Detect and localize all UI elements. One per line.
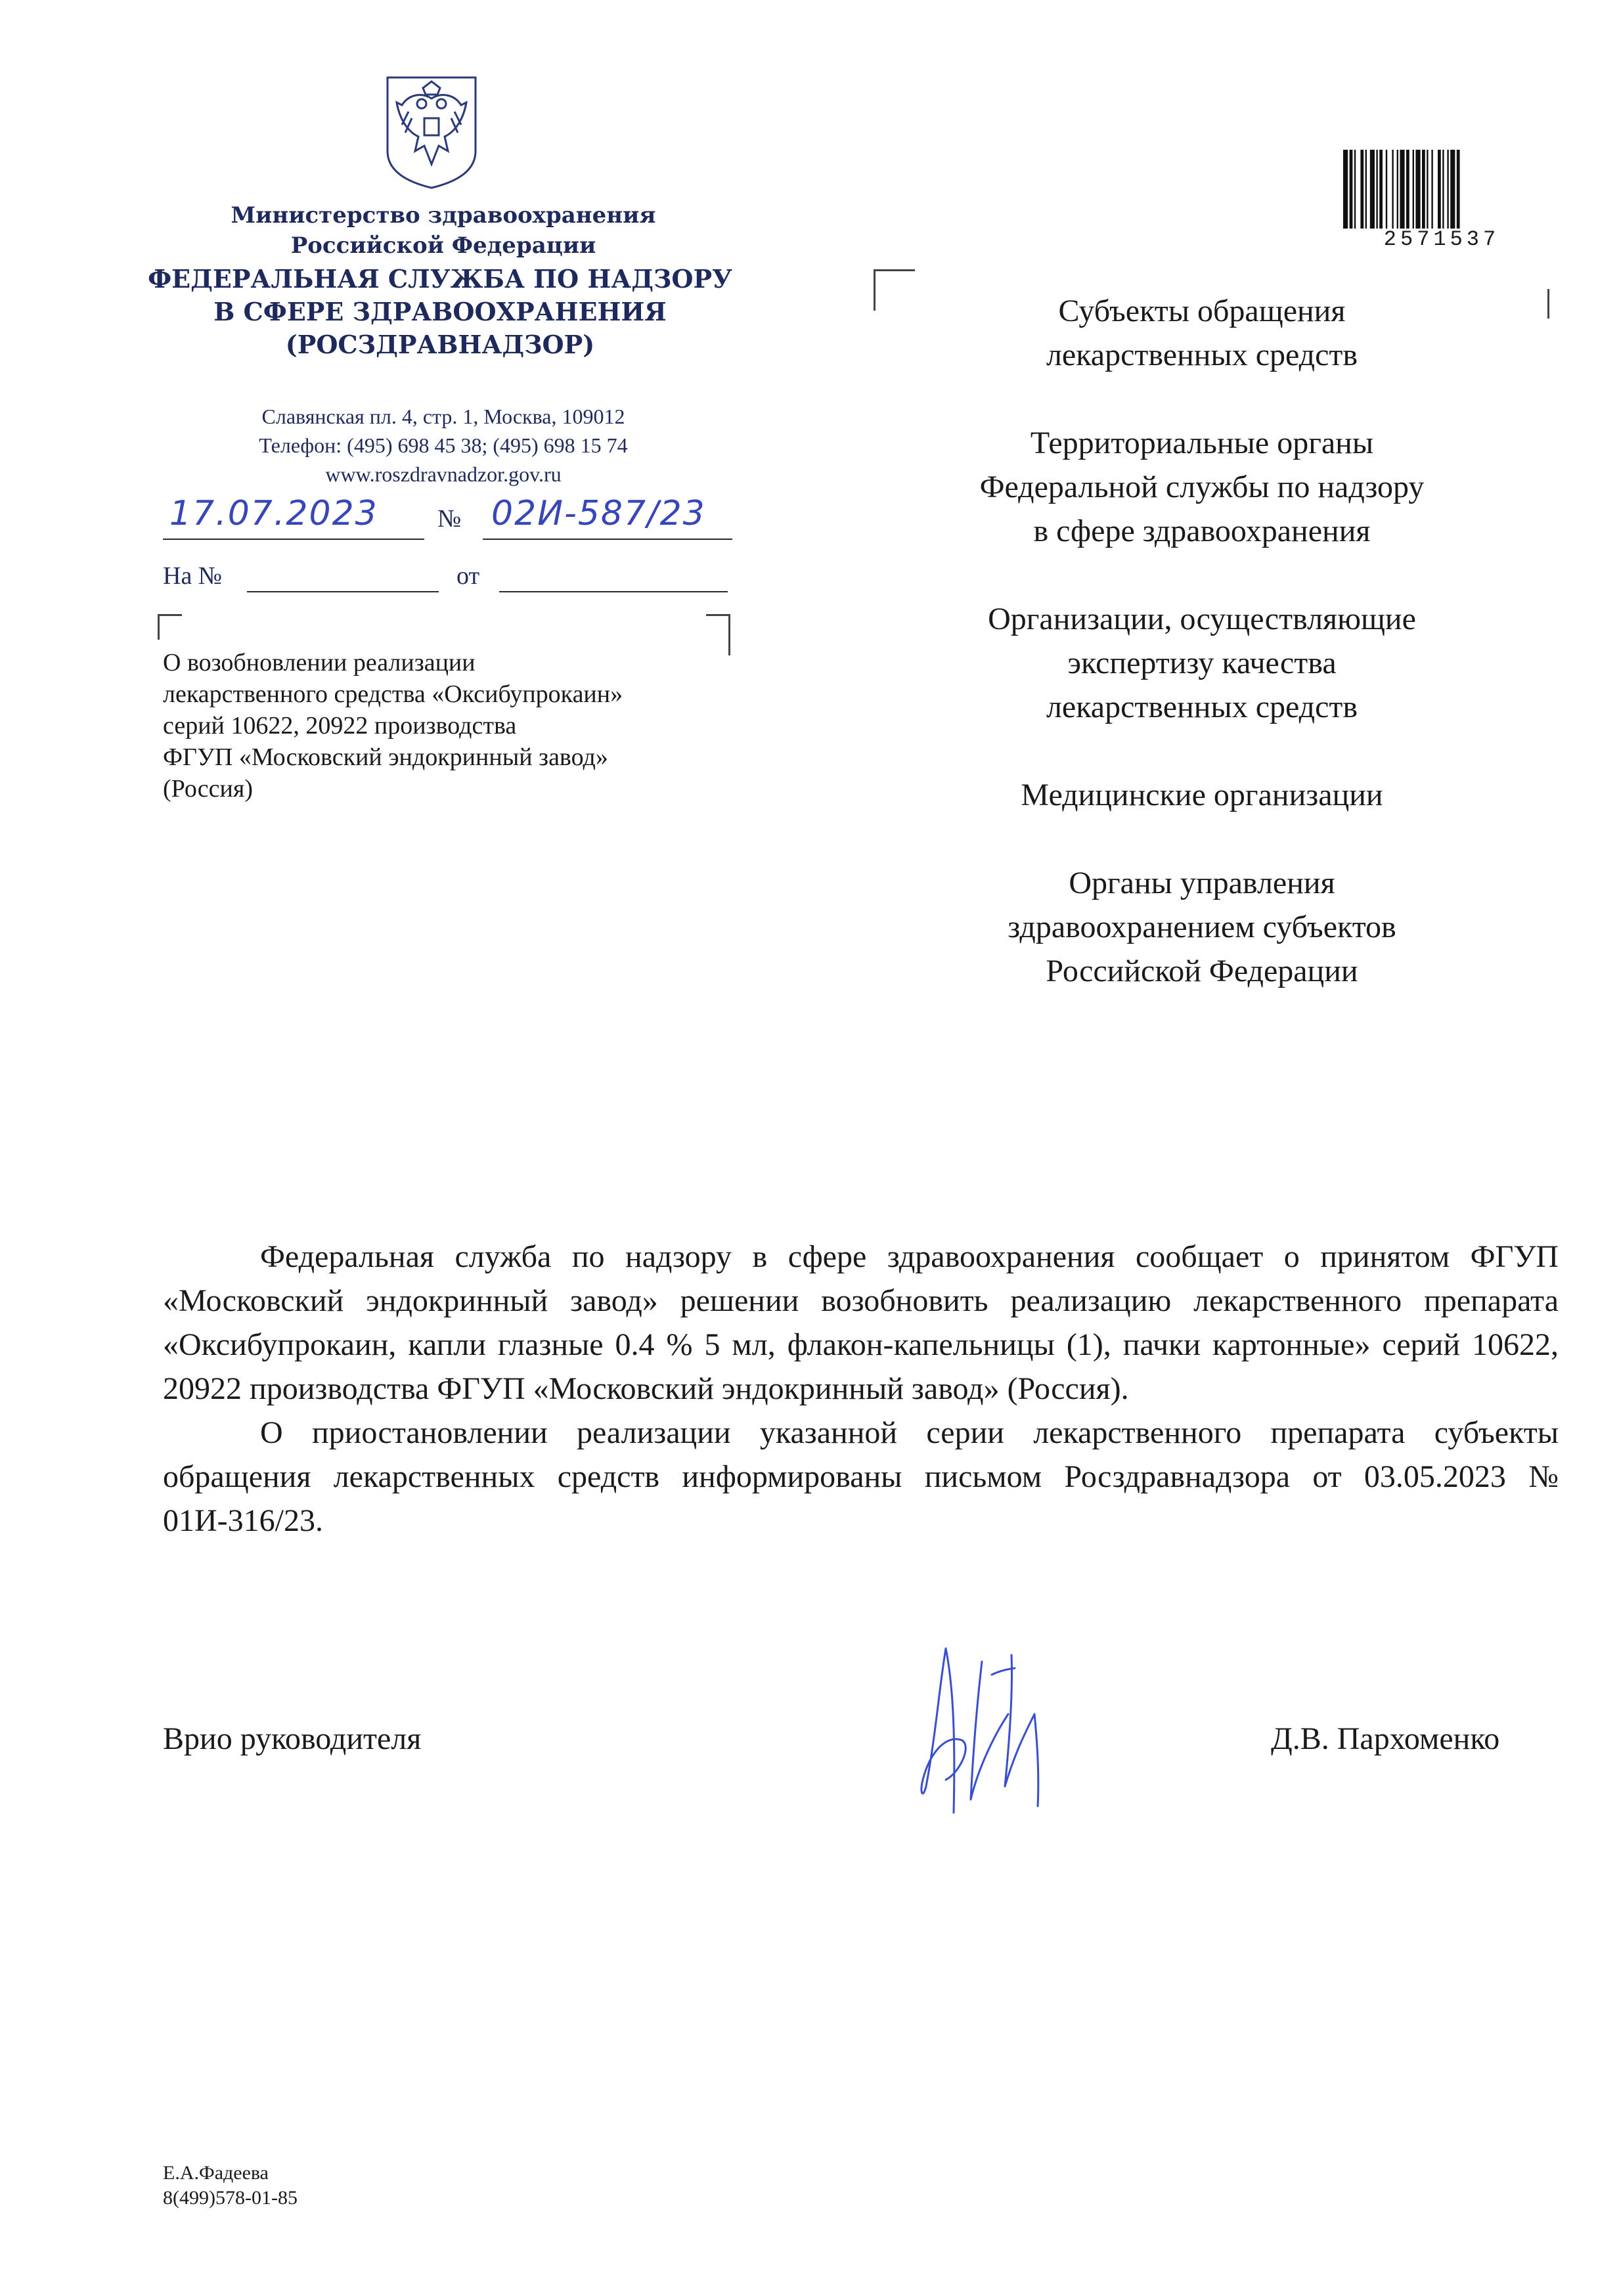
website-link[interactable]: www.roszdravnadzor.gov.ru xyxy=(325,462,562,486)
recipients-list xyxy=(893,289,1511,1037)
postal-address: Славянская пл. 4, стр. 1, Москва, 109012 xyxy=(261,405,625,428)
barcode-number: 2571537 xyxy=(1383,227,1500,252)
registration-date: 17.07.2023 xyxy=(169,494,378,533)
recipient-item: Территориальные органы Федеральной службы по надзору в сфере здравоохранения xyxy=(979,426,1425,548)
body-paragraph: О приостановлении реализации указанной серии лекарственного препарата субъекты обращения лекарственных средств информированы письмом Росздравнадзора от 03.05.2023 № 01И-316/23. xyxy=(163,1415,1559,1538)
service-line-3: (РОСЗДРАВНАДЗОР) xyxy=(285,330,595,359)
subject-corner-left xyxy=(158,614,182,640)
ref-number-label: На № xyxy=(163,562,223,590)
letter-body xyxy=(163,1235,1559,1543)
service-line-1: ФЕДЕРАЛЬНАЯ СЛУЖБА ПО НАДЗОРУ xyxy=(148,264,732,294)
recipient-item: Субъекты обращения лекарственных средств xyxy=(1046,294,1358,372)
subject-line: О возобновлении реализации xyxy=(163,649,476,676)
phone-numbers: Телефон: (495) 698 45 38; (495) 698 15 74 xyxy=(259,433,628,457)
recipient-item: Организации, осуществляющие экспертизу качества лекарственных средств xyxy=(988,602,1416,724)
ref-from-label: от xyxy=(456,562,480,590)
number-underline xyxy=(483,537,732,540)
executor-phone: 8(499)578-01-85 xyxy=(163,2187,298,2209)
signatory-position: Врио руководителя xyxy=(163,1721,422,1756)
registration-number: 02И-587/23 xyxy=(491,494,706,533)
subject-block xyxy=(163,647,741,805)
date-underline xyxy=(163,537,424,540)
service-name xyxy=(131,263,749,361)
subject-line: ФГУП «Московский эндокринный завод» xyxy=(163,743,608,771)
executor-name: Е.А.Фадеева xyxy=(163,2162,269,2184)
ref-number-underline xyxy=(247,590,439,592)
barcode-icon xyxy=(1343,150,1540,229)
coat-of-arms-emblem-icon xyxy=(382,72,481,190)
recipients-corner-right xyxy=(1547,289,1551,319)
ref-from-underline xyxy=(499,590,728,592)
number-label: № xyxy=(437,505,462,533)
subject-line: лекарственного средства «Оксибупрокаин» xyxy=(163,680,623,708)
subject-line: (Россия) xyxy=(163,775,253,803)
executor-block xyxy=(163,2161,298,2211)
handwritten-signature-icon xyxy=(900,1635,1071,1826)
ministry-line-1: Министерство здравоохранения xyxy=(231,202,656,229)
ministry-name xyxy=(217,200,670,261)
recipient-item: Органы управления здравоохранением субъектов Российской Федерации xyxy=(1008,866,1396,988)
signatory-name: Д.В. Пархоменко xyxy=(1271,1721,1500,1756)
subject-line: серий 10622, 20922 производства xyxy=(163,712,517,740)
contact-block xyxy=(164,402,722,489)
recipient-item: Медицинские организации xyxy=(1021,778,1383,812)
body-paragraph: Федеральная служба по надзору в сфере здравоохранения сообщает о принятом ФГУП «Московский эндокринный завод» решении возобновить реализацию лекарственного препарата «Оксибупрокаин, капли глазные 0.4 % 5 мл, флакон-капельницы (1), пачки картонные» серий 10622, 20922 производства ФГУП «Московский эндокринный завод» (Россия). xyxy=(163,1239,1559,1406)
service-line-2: В СФЕРЕ ЗДРАВООХРАНЕНИЯ xyxy=(213,297,667,326)
ministry-line-2: Российской Федерации xyxy=(290,232,596,259)
